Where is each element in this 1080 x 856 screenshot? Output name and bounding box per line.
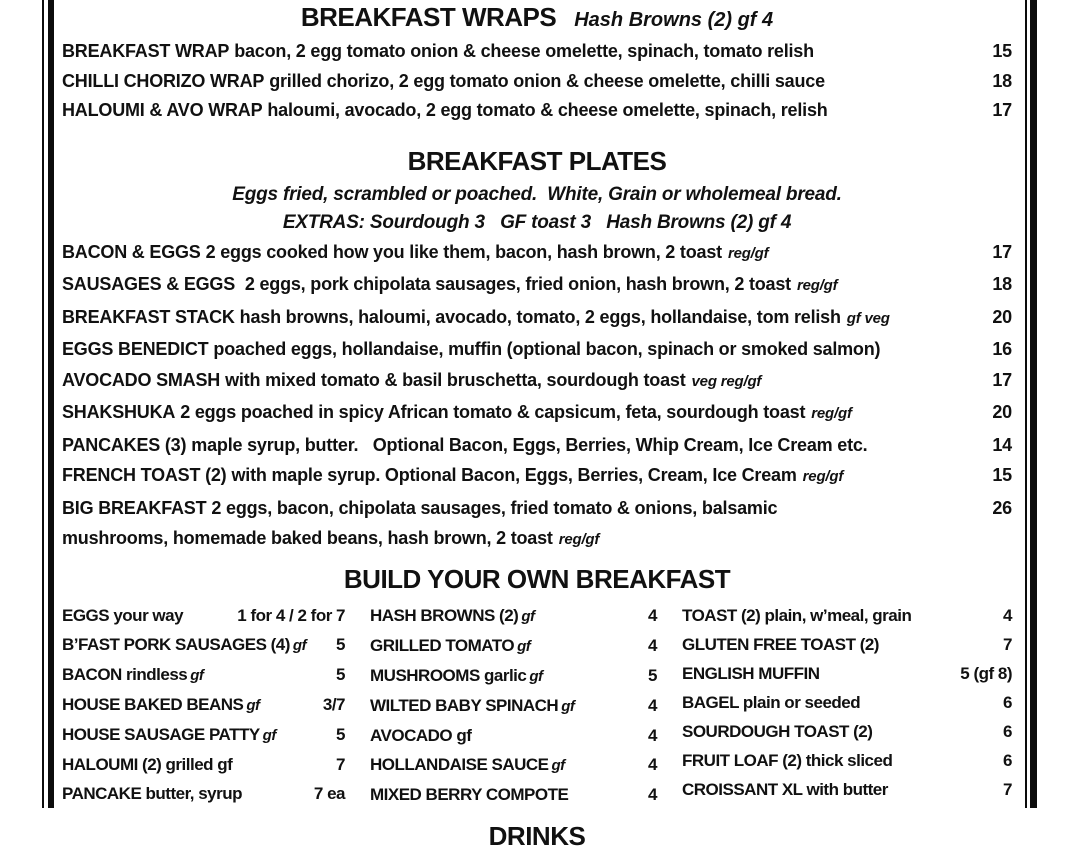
build-item: [62, 690, 345, 720]
item-price: 20: [992, 306, 1012, 327]
item-diet-tag: reg/gf: [796, 277, 838, 294]
section-header-drinks: [62, 821, 1012, 856]
build-item: [370, 601, 657, 631]
build-item: [682, 746, 1012, 775]
item-desc: hash browns, haloumi, avocado, tomato, 2 eggs, hollandaise, tom relish: [239, 306, 841, 327]
menu-item: [62, 430, 1012, 461]
item-name: HOUSE SAUSAGE PATTY: [62, 724, 260, 744]
item-price: 17: [992, 100, 1012, 120]
item-desc: poached eggs, hollandaise, muffin (optional bacon, spinach or smoked salmon): [213, 339, 881, 359]
item-price: 4: [648, 725, 657, 745]
section-title-note: Hash Browns (2) gf 4: [574, 9, 774, 31]
item-name: HASH BROWNS (2): [370, 605, 519, 625]
menu-item: [62, 269, 1012, 302]
item-diet-tag: gf: [561, 697, 575, 715]
item-diet-tag: gf: [246, 696, 260, 714]
plates-items: [62, 237, 1012, 556]
menu-item: [62, 96, 1012, 126]
item-price: 26: [992, 497, 1012, 518]
item-name: BACON & EGGS: [62, 241, 201, 262]
item-name: HOUSE BAKED BEANS: [62, 694, 244, 714]
item-name: SHAKSHUKA: [62, 402, 176, 422]
item-desc: haloumi, avocado, 2 egg tomato & cheese omelette, spinach, relish: [267, 100, 828, 120]
item-price: 15: [992, 41, 1012, 61]
section-title: BREAKFAST WRAPS: [300, 2, 557, 32]
item-desc: 2 eggs, pork chipolata sausages, fried onion, hash brown, 2 toast: [240, 274, 791, 294]
item-name: TOAST (2) plain, w’meal, grain: [682, 605, 912, 625]
item-diet-tag: gf veg: [846, 309, 890, 327]
section-title: BUILD YOUR OWN BREAKFAST: [343, 563, 731, 594]
build-item: [62, 630, 345, 660]
menu-item: [62, 460, 1012, 493]
item-diet-tag: reg/gf: [727, 244, 769, 262]
item-price: 17: [992, 241, 1012, 262]
item-diet-tag: reg/gf: [558, 531, 600, 548]
section-header-breakfast-plates: [62, 146, 1012, 181]
item-name: HALOUMI & AVO WRAP: [62, 100, 263, 120]
build-item: [370, 661, 657, 691]
item-desc: 2 eggs cooked how you like them, bacon, hash brown, 2 toast: [205, 241, 722, 262]
item-price: 5: [336, 664, 345, 684]
item-price: 6: [1003, 721, 1012, 741]
item-name: BAGEL plain or seeded: [682, 692, 861, 712]
build-column-1: [62, 601, 345, 809]
item-price: 18: [992, 70, 1012, 91]
item-price: 4: [648, 605, 657, 625]
item-price: 5: [336, 724, 345, 744]
item-name: MIXED BERRY COMPOTE: [370, 784, 569, 804]
item-desc: with mixed tomato & basil bruschetta, sourdough toast: [225, 369, 686, 390]
item-price: 4: [648, 635, 657, 655]
item-diet-tag: gf: [517, 637, 531, 655]
build-column-3: [682, 601, 1012, 809]
item-name: B’FAST PORK SAUSAGES (4): [62, 634, 290, 654]
build-item: [370, 721, 657, 750]
item-price: 7: [1003, 634, 1012, 654]
item-price: 16: [992, 339, 1012, 359]
right-border-thick-line: [1030, 0, 1037, 808]
item-name: AVOCADO gf: [370, 725, 472, 745]
item-name: BACON rindless: [62, 664, 188, 684]
item-name: GRILLED TOMATO: [370, 635, 515, 655]
menu-item: [62, 397, 1012, 430]
menu-content: [62, 0, 1012, 856]
item-diet-tag: veg reg/gf: [691, 372, 762, 390]
build-item: [370, 750, 657, 780]
item-name: BREAKFAST STACK: [62, 306, 235, 327]
section-header-build-your-own: [62, 564, 1012, 599]
build-item: [62, 720, 345, 750]
item-price: 4: [1003, 605, 1012, 625]
item-diet-tag: gf: [262, 726, 276, 744]
item-desc: mushrooms, homemade baked beans, hash brown, 2 toast: [62, 528, 553, 548]
item-name: MUSHROOMS garlic: [370, 665, 527, 685]
section-note: Eggs fried, scrambled or poached. White, Grain or wholemeal bread.: [232, 183, 842, 205]
item-name: BREAKFAST WRAP: [62, 41, 230, 61]
left-border-thin-line: [42, 0, 44, 808]
build-column-2: [370, 601, 657, 809]
item-name: FRENCH TOAST (2): [62, 465, 227, 485]
item-name: SAUSAGES & EGGS: [62, 274, 236, 294]
item-price: 3/7: [322, 694, 345, 714]
item-desc: maple syrup, butter. Optional Bacon, Eggs, Berries, Whip Cream, Ice Cream etc.: [191, 434, 868, 455]
item-name: HALOUMI (2) grilled gf: [62, 754, 233, 774]
section-header-breakfast-wraps: [62, 2, 1012, 37]
section-title: DRINKS: [488, 820, 586, 851]
build-item: [62, 660, 345, 690]
item-price: 5: [336, 634, 345, 654]
build-item: [62, 750, 345, 779]
item-name: EGGS BENEDICT: [62, 339, 209, 359]
item-name: ENGLISH MUFFIN: [682, 663, 820, 683]
item-price: 4: [648, 754, 657, 774]
item-diet-tag: gf: [292, 636, 307, 654]
build-item: [682, 775, 1012, 804]
item-price: 5 (gf 8): [960, 663, 1012, 683]
item-price: 4: [648, 695, 657, 715]
section-title: BREAKFAST PLATES: [407, 145, 667, 176]
item-name: SOURDOUGH TOAST (2): [682, 721, 873, 741]
item-name: WILTED BABY SPINACH: [370, 695, 559, 715]
item-price: 15: [992, 465, 1012, 485]
item-name: AVOCADO SMASH: [62, 369, 221, 390]
item-price: 6: [1003, 692, 1012, 712]
item-name: CROISSANT XL with butter: [682, 779, 888, 799]
item-name: FRUIT LOAF (2) thick sliced: [682, 750, 893, 770]
item-name: PANCAKE butter, syrup: [62, 783, 242, 803]
item-price: 6: [1003, 750, 1012, 770]
item-price: 4: [648, 784, 657, 804]
left-border-thick-line: [48, 0, 54, 808]
section-note: EXTRAS: Sourdough 3 GF toast 3 Hash Browns (2) gf 4: [282, 211, 792, 233]
item-price: 1 for 4 / 2 for 7: [237, 605, 345, 625]
build-item: [62, 601, 345, 630]
item-desc: with maple syrup. Optional Bacon, Eggs, Berries, Cream, Ice Cream: [231, 465, 797, 485]
item-name: GLUTEN FREE TOAST (2): [682, 634, 879, 654]
menu-item: [62, 37, 1012, 67]
item-diet-tag: reg/gf: [802, 468, 844, 485]
item-price: 17: [992, 369, 1012, 390]
menu-item: [62, 67, 1012, 97]
menu-item: [62, 237, 1012, 270]
item-price: 18: [992, 274, 1012, 294]
build-item: [370, 691, 657, 721]
item-desc: 2 eggs, bacon, chipolata sausages, fried tomato & onions, balsamic: [211, 497, 778, 518]
item-desc: grilled chorizo, 2 egg tomato onion & cheese omelette, chilli sauce: [269, 70, 825, 91]
item-price: 14: [992, 434, 1012, 455]
build-item: [682, 630, 1012, 659]
item-price: 7: [336, 754, 345, 774]
item-diet-tag: gf: [529, 667, 543, 685]
menu-item: [62, 365, 1012, 398]
build-item: [682, 601, 1012, 630]
item-name: HOLLANDAISE SAUCE: [370, 754, 549, 774]
build-item: [682, 688, 1012, 717]
build-item: [370, 631, 657, 661]
build-item: [682, 717, 1012, 746]
menu-item: [62, 302, 1012, 335]
menu-item: [62, 493, 1012, 524]
build-item: [370, 780, 657, 809]
menu-item: [62, 334, 1012, 365]
item-diet-tag: gf: [551, 756, 565, 774]
item-diet-tag: gf: [521, 607, 535, 625]
build-your-own-grid: [62, 601, 1012, 809]
build-item: [62, 779, 345, 808]
item-name: EGGS your way: [62, 605, 184, 625]
right-border-thin-line: [1025, 0, 1027, 808]
item-name: PANCAKES (3): [62, 434, 187, 455]
item-desc: 2 eggs poached in spicy African tomato & capsicum, feta, sourdough toast: [180, 402, 806, 422]
item-name: CHILLI CHORIZO WRAP: [62, 70, 265, 91]
build-item: [682, 659, 1012, 688]
item-price: 7 ea: [313, 783, 345, 803]
item-diet-tag: reg/gf: [811, 405, 852, 422]
item-desc: bacon, 2 egg tomato onion & cheese omelette, spinach, tomato relish: [234, 41, 814, 61]
item-name: BIG BREAKFAST: [62, 497, 207, 518]
item-diet-tag: gf: [190, 666, 204, 684]
item-price: 5: [648, 665, 657, 685]
item-price: 7: [1003, 779, 1012, 799]
item-price: 20: [992, 402, 1012, 422]
menu-item-continuation: [62, 523, 1012, 556]
